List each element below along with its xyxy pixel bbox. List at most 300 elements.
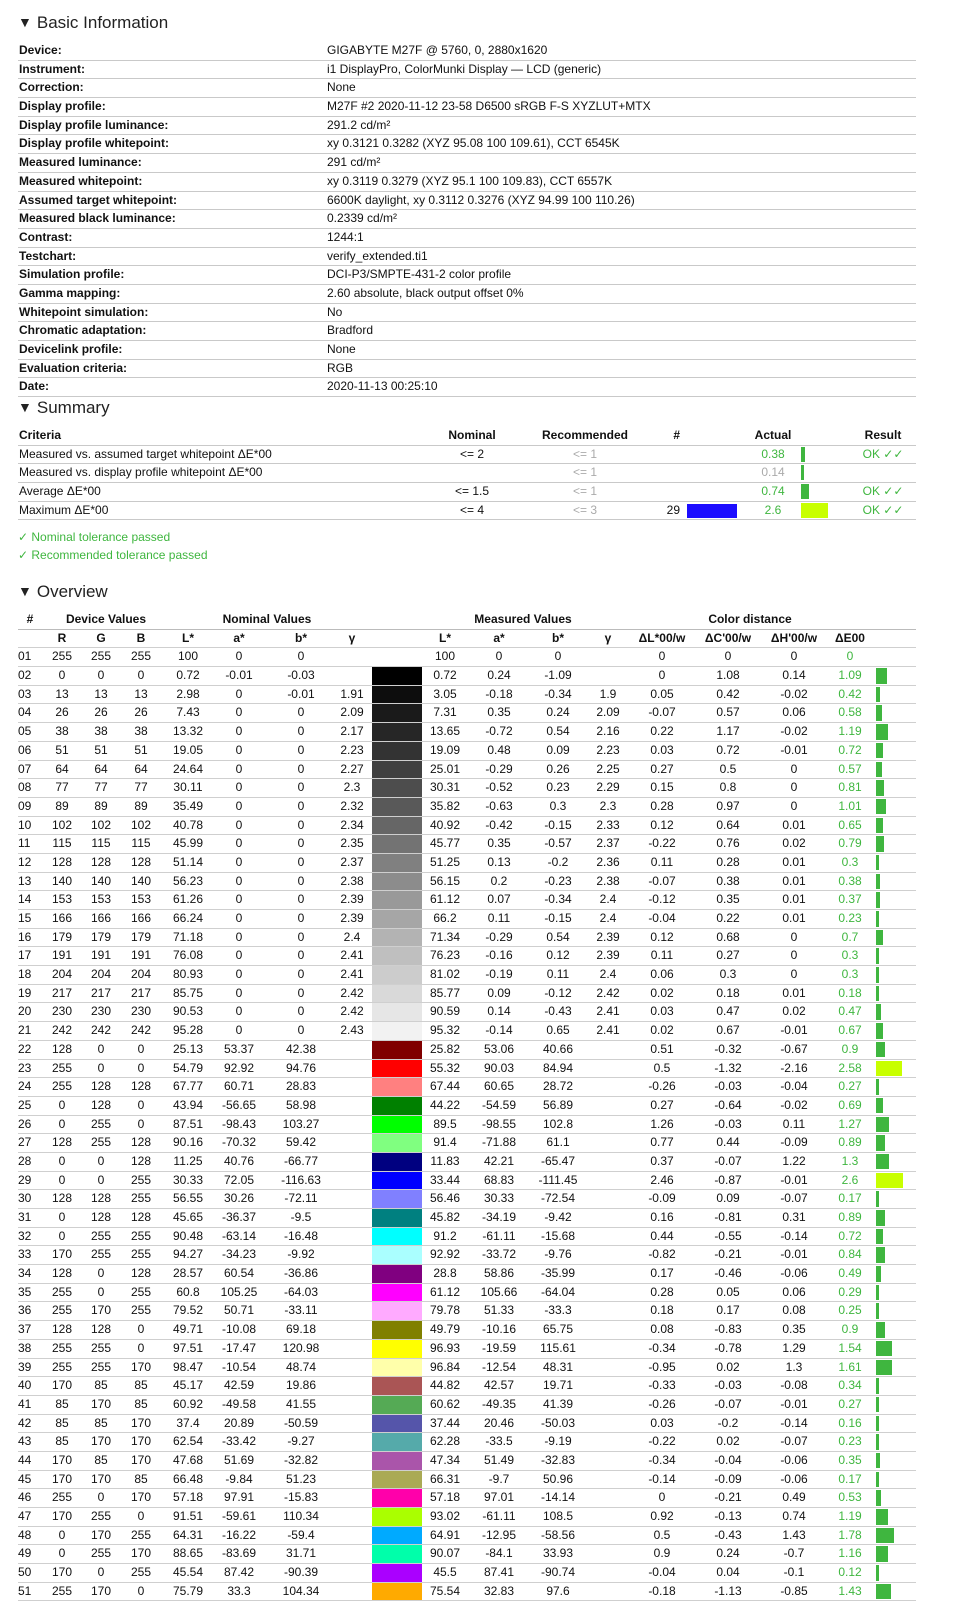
cell-ma: -19.59 bbox=[481, 1340, 517, 1355]
cell-dc: 0.47 bbox=[716, 1004, 740, 1019]
color-swatch bbox=[372, 1041, 422, 1059]
result-header: Result bbox=[864, 428, 902, 442]
cell-nb: 0 bbox=[297, 985, 305, 1000]
cell-ng: 2.34 bbox=[340, 817, 364, 832]
cell-r: 170 bbox=[51, 1247, 73, 1262]
cell-dl: -0.26 bbox=[648, 1079, 676, 1094]
table-row bbox=[18, 1041, 916, 1060]
cell-dh: -0.01 bbox=[780, 1172, 808, 1187]
cell-na: -10.54 bbox=[221, 1359, 257, 1374]
cell-ma: 0.14 bbox=[487, 1004, 511, 1019]
cell-nl: 66.24 bbox=[172, 911, 204, 925]
cell-mb: 41.39 bbox=[542, 1396, 574, 1411]
cell-r: 0 bbox=[58, 668, 66, 683]
cell-dc: -0.07 bbox=[714, 1396, 742, 1411]
num-group-header: # bbox=[26, 612, 34, 626]
table-row bbox=[18, 1396, 916, 1415]
cell-dc: 0.02 bbox=[716, 1434, 740, 1449]
cell-ml: 96.93 bbox=[429, 1340, 461, 1355]
cell-dl: 0.03 bbox=[650, 1004, 674, 1019]
info-label: Simulation profile: bbox=[19, 267, 125, 282]
overview-column-header-row bbox=[18, 630, 916, 649]
cell-g: 0 bbox=[97, 1490, 105, 1505]
cell-ng: 2.41 bbox=[340, 948, 364, 963]
cell-dl: -0.14 bbox=[648, 1471, 676, 1486]
cell-ma: 0.07 bbox=[487, 892, 511, 907]
recommended-passed-text: ✓ Recommended tolerance passed bbox=[18, 548, 208, 562]
info-value: 6600K daylight, xy 0.3112 0.3276 (XYZ 94.99 100 110.26) bbox=[327, 192, 635, 207]
cell-nb: -16.48 bbox=[283, 1228, 319, 1243]
cell-nl: 0.72 bbox=[176, 668, 200, 683]
delta-e-bar bbox=[876, 1173, 903, 1189]
cell-ng: 2.27 bbox=[340, 761, 364, 776]
delta-e-bar bbox=[876, 724, 888, 740]
color-swatch bbox=[372, 873, 422, 891]
cell-ma: 68.83 bbox=[483, 1172, 515, 1187]
table-row bbox=[18, 1508, 916, 1527]
cell-ma: -0.52 bbox=[485, 780, 513, 795]
cell-nl: 19.05 bbox=[172, 742, 204, 757]
cell-mb: 40.66 bbox=[542, 1041, 574, 1056]
cell-dc: 0.27 bbox=[716, 948, 740, 963]
summary-nominal-cell: <= 4 bbox=[459, 502, 485, 517]
cell-mg: 2.25 bbox=[596, 761, 620, 776]
cell-nb: -0.03 bbox=[287, 668, 315, 683]
collapse-triangle-icon[interactable]: ▼ bbox=[18, 14, 32, 30]
cell-ma: -33.5 bbox=[485, 1434, 513, 1449]
cell-mb: -64.04 bbox=[540, 1284, 576, 1299]
info-row bbox=[18, 135, 916, 154]
delta-e-bar bbox=[876, 855, 879, 871]
cell-num: 47 bbox=[18, 1509, 32, 1523]
cell-g: 255 bbox=[90, 1116, 112, 1131]
cell-nl: 54.79 bbox=[172, 1060, 204, 1075]
cell-ng: 1.91 bbox=[340, 686, 364, 701]
cell-nb: -116.63 bbox=[281, 1172, 321, 1187]
table-row bbox=[18, 1078, 916, 1097]
cell-nb: 28.83 bbox=[285, 1079, 317, 1094]
info-label: Chromatic adaptation: bbox=[19, 323, 147, 338]
table-row bbox=[18, 723, 916, 742]
cell-dc: -0.03 bbox=[714, 1378, 742, 1393]
cell-ng: 2.37 bbox=[340, 854, 364, 869]
cell-b: 51 bbox=[134, 742, 148, 757]
column-header-g: G bbox=[96, 630, 106, 645]
cell-de: 1.78 bbox=[838, 1527, 862, 1542]
cell-ml: 64.91 bbox=[429, 1527, 461, 1542]
cell-nb: 0 bbox=[297, 948, 305, 963]
color-swatch bbox=[372, 1302, 422, 1320]
cell-b: 0 bbox=[137, 668, 145, 683]
cell-mb: -14.14 bbox=[540, 1490, 576, 1505]
column-header-r: R bbox=[57, 630, 67, 645]
cell-dh: 1.43 bbox=[782, 1527, 806, 1542]
cell-r: 85 bbox=[55, 1415, 69, 1430]
delta-e-bar bbox=[801, 465, 804, 480]
table-row bbox=[18, 1246, 916, 1265]
cell-r: 0 bbox=[58, 1116, 66, 1131]
summary-heading[interactable] bbox=[18, 397, 110, 419]
cell-ma: 0.35 bbox=[487, 836, 511, 851]
delta-e-bar bbox=[876, 799, 886, 815]
cell-na: 40.76 bbox=[223, 1153, 255, 1168]
cell-r: 85 bbox=[55, 1396, 69, 1411]
cell-mg: 1.9 bbox=[599, 686, 617, 701]
cell-ml: 11.83 bbox=[430, 1153, 460, 1168]
cell-r: 255 bbox=[51, 1583, 73, 1598]
cell-num: 31 bbox=[18, 1210, 32, 1224]
cell-r: 128 bbox=[51, 1191, 73, 1206]
color-swatch bbox=[372, 1489, 422, 1507]
cell-de: 0.27 bbox=[838, 1079, 862, 1094]
cell-dl: 0.22 bbox=[650, 724, 674, 739]
cell-ma: -0.63 bbox=[485, 798, 513, 813]
cell-nb: 110.34 bbox=[283, 1509, 319, 1523]
cell-dc: 0.04 bbox=[716, 1565, 740, 1580]
cell-de: 1.54 bbox=[838, 1340, 862, 1355]
collapse-triangle-icon[interactable]: ▼ bbox=[18, 583, 32, 599]
cell-na: 0 bbox=[235, 985, 243, 1000]
color-swatch bbox=[372, 1396, 422, 1414]
info-label: Measured luminance: bbox=[19, 155, 142, 170]
column-header-b: B bbox=[136, 630, 146, 645]
cell-na: -17.47 bbox=[221, 1340, 257, 1355]
cell-dl: -0.18 bbox=[648, 1583, 676, 1598]
cell-b: 128 bbox=[130, 854, 152, 869]
cell-mg: 2.4 bbox=[599, 911, 617, 925]
cell-mb: 0.23 bbox=[546, 780, 570, 795]
cell-na: -59.61 bbox=[221, 1509, 257, 1523]
cell-dh: -0.02 bbox=[780, 724, 808, 739]
cell-de: 0.57 bbox=[838, 761, 862, 776]
cell-nb: 0 bbox=[297, 780, 305, 795]
cell-num: 37 bbox=[18, 1322, 32, 1337]
cell-b: 255 bbox=[130, 1247, 152, 1262]
color-swatch bbox=[372, 947, 422, 965]
cell-nl: 30.33 bbox=[172, 1172, 204, 1187]
cell-ml: 100 bbox=[434, 649, 456, 664]
basic-info-heading[interactable] bbox=[18, 12, 168, 34]
cell-b: 26 bbox=[134, 705, 148, 720]
cell-de: 0.27 bbox=[838, 1396, 862, 1411]
cell-r: 64 bbox=[55, 761, 69, 776]
cell-ma: 0.35 bbox=[487, 705, 511, 720]
cell-g: 85 bbox=[94, 1452, 108, 1467]
info-row bbox=[18, 173, 916, 192]
overview-heading[interactable] bbox=[18, 581, 108, 603]
cell-ma: 0.24 bbox=[487, 668, 511, 683]
cell-de: 0.65 bbox=[838, 817, 862, 832]
cell-ma: -12.54 bbox=[481, 1359, 517, 1374]
color-swatch bbox=[372, 1172, 422, 1190]
cell-ma: 87.41 bbox=[483, 1565, 515, 1580]
cell-nb: 69.18 bbox=[285, 1322, 317, 1337]
cell-dc: 0.64 bbox=[716, 817, 740, 832]
cell-mb: -9.19 bbox=[544, 1434, 572, 1449]
cell-mb: -65.47 bbox=[540, 1153, 576, 1168]
cell-mb: -0.2 bbox=[547, 854, 569, 869]
cell-ma: -0.18 bbox=[485, 686, 513, 701]
table-row bbox=[18, 1097, 916, 1116]
cell-nb: 0 bbox=[297, 798, 305, 813]
cell-ml: 44.82 bbox=[429, 1378, 461, 1393]
cell-r: 255 bbox=[51, 1490, 73, 1505]
cell-dc: -1.32 bbox=[714, 1060, 742, 1075]
color-swatch bbox=[372, 1060, 422, 1078]
cell-dl: -0.12 bbox=[648, 892, 676, 907]
cell-nb: 0 bbox=[297, 705, 305, 720]
cell-dh: 0.49 bbox=[782, 1490, 806, 1505]
table-row bbox=[18, 761, 916, 780]
cell-g: 153 bbox=[90, 892, 112, 907]
cell-num: 27 bbox=[18, 1135, 32, 1150]
cell-nl: 11.25 bbox=[173, 1153, 203, 1168]
column-header-na: a* bbox=[233, 630, 245, 645]
cell-num: 22 bbox=[18, 1041, 32, 1056]
cell-num: 48 bbox=[18, 1527, 32, 1542]
cell-b: 230 bbox=[130, 1004, 152, 1019]
cell-de: 1.19 bbox=[838, 1509, 862, 1523]
cell-mg: 2.37 bbox=[596, 836, 620, 851]
info-row bbox=[18, 229, 916, 248]
cell-ma: -71.88 bbox=[481, 1135, 517, 1150]
cell-b: 85 bbox=[134, 1378, 148, 1393]
cell-ma: 97.01 bbox=[483, 1490, 515, 1505]
cell-dh: -2.16 bbox=[780, 1060, 808, 1075]
delta-e-bar bbox=[801, 484, 809, 499]
cell-num: 25 bbox=[18, 1097, 32, 1112]
cell-mb: 56.89 bbox=[542, 1097, 574, 1112]
collapse-triangle-icon[interactable]: ▼ bbox=[18, 399, 32, 415]
cell-mb: -0.15 bbox=[544, 911, 572, 925]
cell-de: 1.43 bbox=[838, 1583, 862, 1598]
cell-num: 18 bbox=[18, 967, 32, 982]
cell-g: 64 bbox=[94, 761, 108, 776]
cell-de: 0.29 bbox=[838, 1284, 862, 1299]
cell-dh: -0.7 bbox=[783, 1546, 805, 1561]
cell-num: 49 bbox=[18, 1546, 32, 1561]
cell-num: 45 bbox=[18, 1471, 32, 1486]
cell-r: 0 bbox=[58, 1097, 66, 1112]
cell-dc: 0.57 bbox=[716, 705, 740, 720]
cell-dh: -0.01 bbox=[780, 742, 808, 757]
cell-nl: 57.18 bbox=[172, 1490, 204, 1505]
delta-e-bar bbox=[801, 447, 805, 462]
cell-mb: 0.3 bbox=[549, 798, 567, 813]
cell-nb: 0 bbox=[297, 742, 305, 757]
cell-ml: 51.25 bbox=[429, 854, 461, 869]
cell-mb: 28.72 bbox=[542, 1079, 574, 1094]
cell-na: 0 bbox=[235, 649, 243, 664]
summary-result-cell: OK ✓✓ bbox=[862, 484, 904, 499]
cell-r: 255 bbox=[51, 1340, 73, 1355]
cell-nl: 28.57 bbox=[172, 1266, 204, 1281]
color-swatch bbox=[372, 1003, 422, 1021]
cell-dc: -0.83 bbox=[714, 1322, 742, 1337]
cell-nl: 87.51 bbox=[172, 1116, 204, 1131]
cell-ma: 58.86 bbox=[483, 1266, 515, 1281]
color-swatch bbox=[372, 910, 422, 928]
cell-b: 0 bbox=[137, 1097, 145, 1112]
delta-e-bar bbox=[801, 503, 828, 518]
table-row bbox=[18, 704, 916, 723]
cell-num: 05 bbox=[18, 724, 32, 739]
table-row bbox=[18, 1302, 916, 1321]
info-label: Display profile whitepoint: bbox=[19, 136, 170, 151]
cell-na: -10.08 bbox=[221, 1322, 257, 1337]
cell-nb: -72.11 bbox=[284, 1191, 318, 1206]
cell-g: 170 bbox=[90, 1303, 112, 1318]
cell-b: 13 bbox=[134, 686, 148, 701]
cell-num: 19 bbox=[18, 985, 32, 1000]
delta-e-bar bbox=[876, 1191, 879, 1207]
cell-mg: 2.41 bbox=[596, 1004, 620, 1019]
cell-nl: 45.65 bbox=[172, 1210, 204, 1224]
cell-na: 97.91 bbox=[223, 1490, 255, 1505]
cell-nl: 100 bbox=[177, 649, 199, 664]
cell-ma: 0.13 bbox=[487, 854, 511, 869]
delta-e-bar bbox=[876, 743, 883, 759]
cell-mb: 0.54 bbox=[546, 724, 570, 739]
cell-r: 38 bbox=[55, 724, 69, 739]
cell-dl: 0.5 bbox=[653, 1060, 671, 1075]
cell-de: 0.58 bbox=[838, 705, 862, 720]
cell-num: 10 bbox=[18, 817, 32, 832]
cell-na: -56.65 bbox=[221, 1097, 257, 1112]
info-value: No bbox=[327, 304, 343, 319]
info-value: Bradford bbox=[327, 323, 374, 338]
info-value: None bbox=[327, 80, 356, 95]
cell-num: 44 bbox=[18, 1452, 32, 1467]
cell-dh: 0.31 bbox=[782, 1210, 806, 1224]
table-row bbox=[18, 1265, 916, 1284]
cell-dh: 0.01 bbox=[782, 892, 806, 907]
cell-r: 170 bbox=[51, 1378, 73, 1393]
cell-dl: 1.26 bbox=[650, 1116, 674, 1131]
summary-actual-cell: 2.6 bbox=[764, 502, 782, 517]
column-header-ml: L* bbox=[439, 630, 451, 645]
delta-e-bar bbox=[876, 1210, 885, 1226]
color-swatch bbox=[372, 686, 422, 704]
cell-b: 242 bbox=[130, 1023, 152, 1038]
info-row bbox=[18, 304, 916, 323]
criteria-header: Criteria bbox=[19, 428, 62, 442]
color-swatch bbox=[372, 798, 422, 816]
column-header-ng: γ bbox=[348, 630, 356, 645]
cell-nl: 24.64 bbox=[172, 761, 204, 776]
cell-mg: 2.36 bbox=[596, 854, 620, 869]
cell-ml: 76.23 bbox=[429, 948, 461, 963]
cell-nl: 2.98 bbox=[176, 686, 200, 701]
delta-e-bar bbox=[876, 1117, 889, 1133]
cell-nb: 0 bbox=[297, 929, 305, 944]
cell-num: 46 bbox=[18, 1490, 32, 1505]
cell-dl: 0 bbox=[658, 649, 666, 664]
cell-g: 255 bbox=[90, 1228, 112, 1243]
delta-e-bar bbox=[876, 687, 880, 703]
color-swatch bbox=[372, 1452, 422, 1470]
cell-dh: -0.06 bbox=[780, 1452, 808, 1467]
cell-ma: -10.16 bbox=[481, 1322, 517, 1337]
cell-dl: -0.09 bbox=[648, 1191, 676, 1206]
cell-dh: 0.74 bbox=[782, 1509, 806, 1523]
cell-nb: 0 bbox=[297, 873, 305, 888]
cell-r: 26 bbox=[55, 705, 69, 720]
cell-dh: -0.01 bbox=[780, 1023, 808, 1038]
cell-num: 07 bbox=[18, 761, 32, 776]
color-swatch bbox=[372, 1022, 422, 1040]
cell-dc: -0.2 bbox=[717, 1415, 739, 1430]
cell-de: 0.49 bbox=[838, 1266, 862, 1281]
table-row bbox=[18, 817, 916, 836]
table-row bbox=[18, 742, 916, 761]
cell-r: 0 bbox=[58, 1527, 66, 1542]
cell-dh: 1.3 bbox=[785, 1359, 803, 1374]
cell-nl: 56.55 bbox=[172, 1191, 204, 1206]
cell-dh: -0.08 bbox=[780, 1378, 808, 1393]
info-value: 1244:1 bbox=[327, 229, 364, 244]
cell-dh: 0 bbox=[790, 780, 798, 795]
color-swatch bbox=[372, 1340, 422, 1358]
cell-na: -63.14 bbox=[221, 1228, 257, 1243]
cell-b: 128 bbox=[130, 1079, 152, 1094]
info-value: xy 0.3121 0.3282 (XYZ 95.08 100 109.61), CCT 6545K bbox=[327, 136, 620, 151]
cell-mb: 0.26 bbox=[546, 761, 570, 776]
cell-nb: 94.76 bbox=[285, 1060, 317, 1075]
color-swatch bbox=[372, 1545, 422, 1563]
column-header-de: ΔE00 bbox=[835, 630, 865, 645]
summary-nominal-cell: <= 1.5 bbox=[454, 484, 490, 499]
cell-mg: 2.39 bbox=[596, 929, 620, 944]
cell-dc: 0 bbox=[724, 649, 732, 664]
cell-de: 0.81 bbox=[838, 780, 862, 795]
info-label: Whitepoint simulation: bbox=[19, 304, 149, 319]
cell-mb: -0.43 bbox=[544, 1004, 572, 1019]
cell-nb: -64.03 bbox=[283, 1284, 319, 1299]
summary-header-row bbox=[18, 427, 916, 446]
delta-e-bar bbox=[876, 780, 884, 796]
cell-ml: 57.18 bbox=[429, 1490, 461, 1505]
cell-nb: 120.98 bbox=[282, 1340, 320, 1355]
cell-g: 128 bbox=[90, 1097, 112, 1112]
cell-mb: 19.71 bbox=[542, 1378, 574, 1393]
cell-de: 0.9 bbox=[841, 1041, 859, 1056]
cell-dc: 0.02 bbox=[716, 1359, 740, 1374]
info-value: 0.2339 cd/m² bbox=[327, 211, 398, 226]
cell-g: 13 bbox=[94, 686, 108, 701]
delta-e-bar bbox=[876, 986, 879, 1002]
cell-na: -83.69 bbox=[221, 1546, 257, 1561]
cell-dl: -0.07 bbox=[648, 873, 676, 888]
overview-title: Overview bbox=[36, 582, 108, 601]
cell-dh: 0.01 bbox=[782, 817, 806, 832]
cell-r: 255 bbox=[51, 1079, 73, 1094]
cell-num: 35 bbox=[18, 1284, 32, 1299]
cell-ma: -9.7 bbox=[488, 1471, 510, 1486]
cell-g: 242 bbox=[90, 1023, 112, 1038]
cell-dc: 0.28 bbox=[716, 854, 740, 869]
cell-mg: 2.41 bbox=[596, 1023, 620, 1038]
cell-ma: 0.09 bbox=[487, 985, 511, 1000]
table-row bbox=[18, 1321, 916, 1340]
cell-r: 128 bbox=[51, 1135, 73, 1150]
cell-ml: 67.44 bbox=[429, 1079, 461, 1094]
cell-ml: 19.09 bbox=[429, 742, 461, 757]
color-swatch bbox=[372, 966, 422, 984]
summary-criteria-cell: Maximum ΔE*00 bbox=[19, 502, 109, 517]
cell-na: 72.05 bbox=[223, 1172, 255, 1187]
cell-b: 255 bbox=[130, 1565, 152, 1580]
